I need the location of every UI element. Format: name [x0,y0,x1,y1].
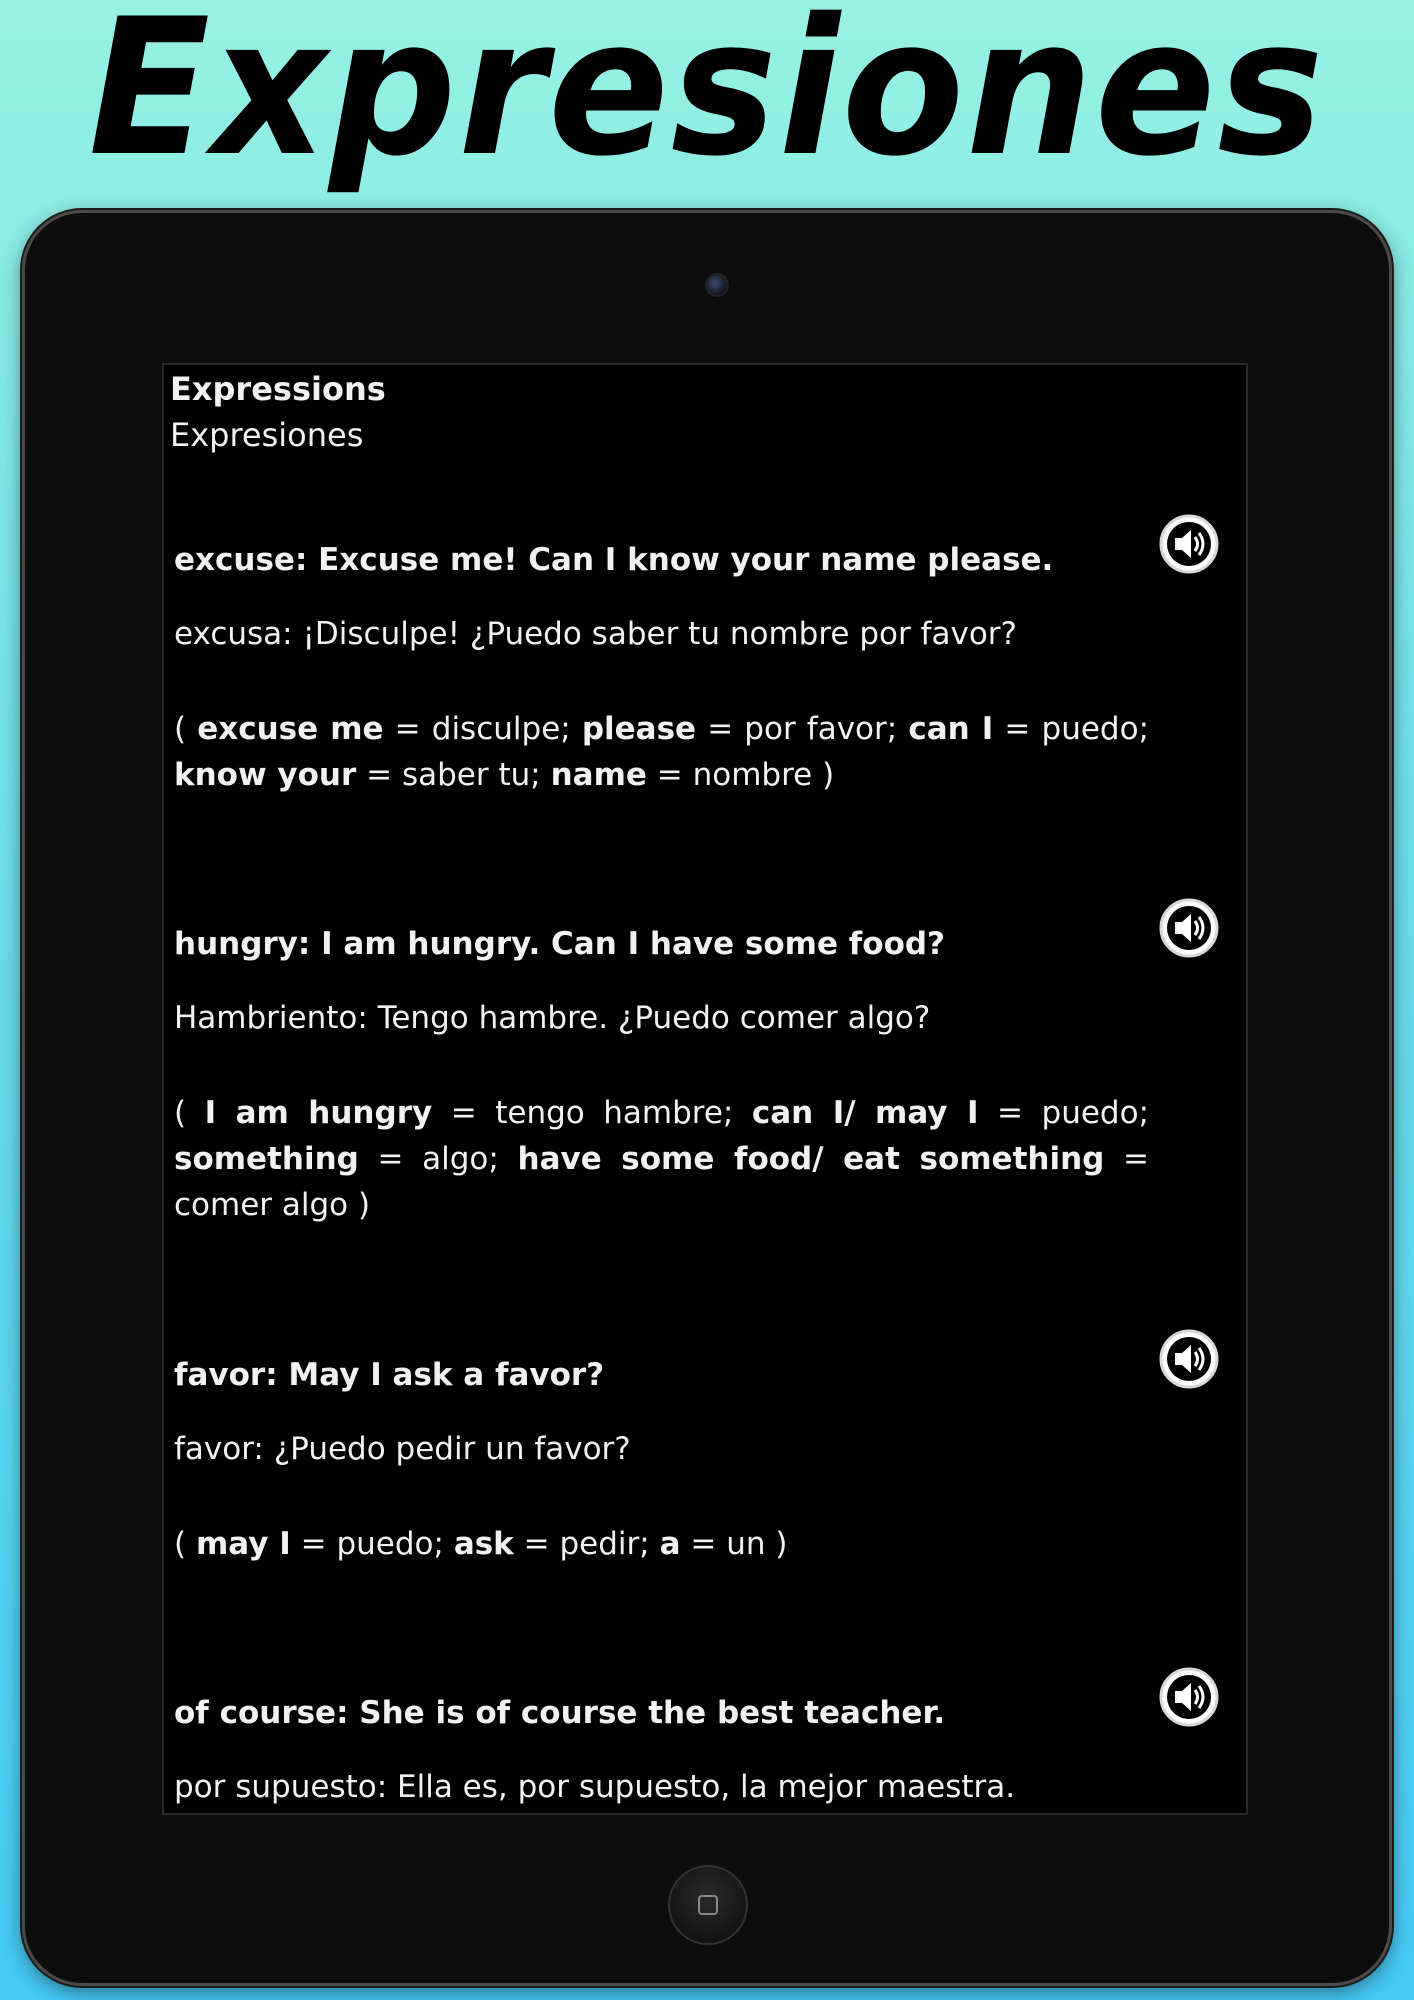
speaker-icon[interactable] [1157,512,1221,576]
vocab-translation: nombre [692,757,813,793]
speaker-icon[interactable] [1157,1327,1221,1391]
expression-english: favor: May I ask a favor? [174,1357,605,1393]
vocab-translation: puedo [336,1526,434,1562]
tablet-frame [22,210,1392,1986]
tablet-screen [162,363,1248,1815]
vocab-term: I am hungry [204,1095,433,1131]
vocab-translation: por favor [744,711,887,747]
expression-spanish: Hambriento: Tengo hambre. ¿Puedo comer algo? [174,1000,931,1036]
expression-english: hungry: I am hungry. Can I have some food? [174,926,946,962]
vocab-term: ask [453,1526,514,1562]
vocab-term: a [659,1526,681,1562]
vocab-translation: puedo [1041,1095,1139,1131]
vocab-translation: un [726,1526,766,1562]
expression-spanish: por supuesto: Ella es, por supuesto, la mejor maestra. [174,1769,1016,1805]
vocab-translation: puedo [1041,711,1139,747]
vocab-term: name [550,757,647,793]
vocab-term: something [174,1141,359,1177]
vocab-term: excuse me [197,711,384,747]
expression-english: excuse: Excuse me! Can I know your name please. [174,542,1054,578]
camera-icon [705,273,729,297]
vocab-term: may I [195,1526,291,1562]
expression-spanish: favor: ¿Puedo pedir un favor? [174,1431,631,1467]
vocab-term: have some food/ eat something [517,1141,1105,1177]
vocab-translation: disculpe [431,711,561,747]
page-subheading: Expresiones [170,416,364,454]
vocab-breakdown: ( may I = puedo; ask = pedir; a = un ) [174,1526,788,1562]
banner-title: Expresiones [88,0,1326,198]
vocab-term: please [581,711,697,747]
speaker-icon[interactable] [1157,896,1221,960]
home-button-icon [698,1895,718,1915]
expression-spanish: excusa: ¡Disculpe! ¿Puedo saber tu nombre por favor? [174,616,1017,652]
vocab-translation: saber tu [401,757,531,793]
vocab-term: can I [908,711,994,747]
expression-english: of course: She is of course the best teacher. [174,1695,946,1731]
vocab-term: can I/ may I [751,1095,979,1131]
vocab-translation: pedir [559,1526,640,1562]
vocab-term: know your [174,757,357,793]
vocab-translation: tengo hambre [495,1095,723,1131]
page-heading: Expressions [170,370,386,408]
home-button[interactable] [668,1865,748,1945]
vocab-breakdown: ( excuse me = disculpe; please = por favor; can I = puedo; know your = saber tu; name = nombre ) [174,711,1150,793]
vocab-translation: algo [422,1141,489,1177]
speaker-icon[interactable] [1157,1665,1221,1729]
vocab-translation: comer algo [174,1187,349,1223]
vocab-breakdown: ( I am hungry = tengo hambre; can I/ may I = puedo; something = algo; have some food/ eat something = comer algo ) [174,1095,1150,1223]
